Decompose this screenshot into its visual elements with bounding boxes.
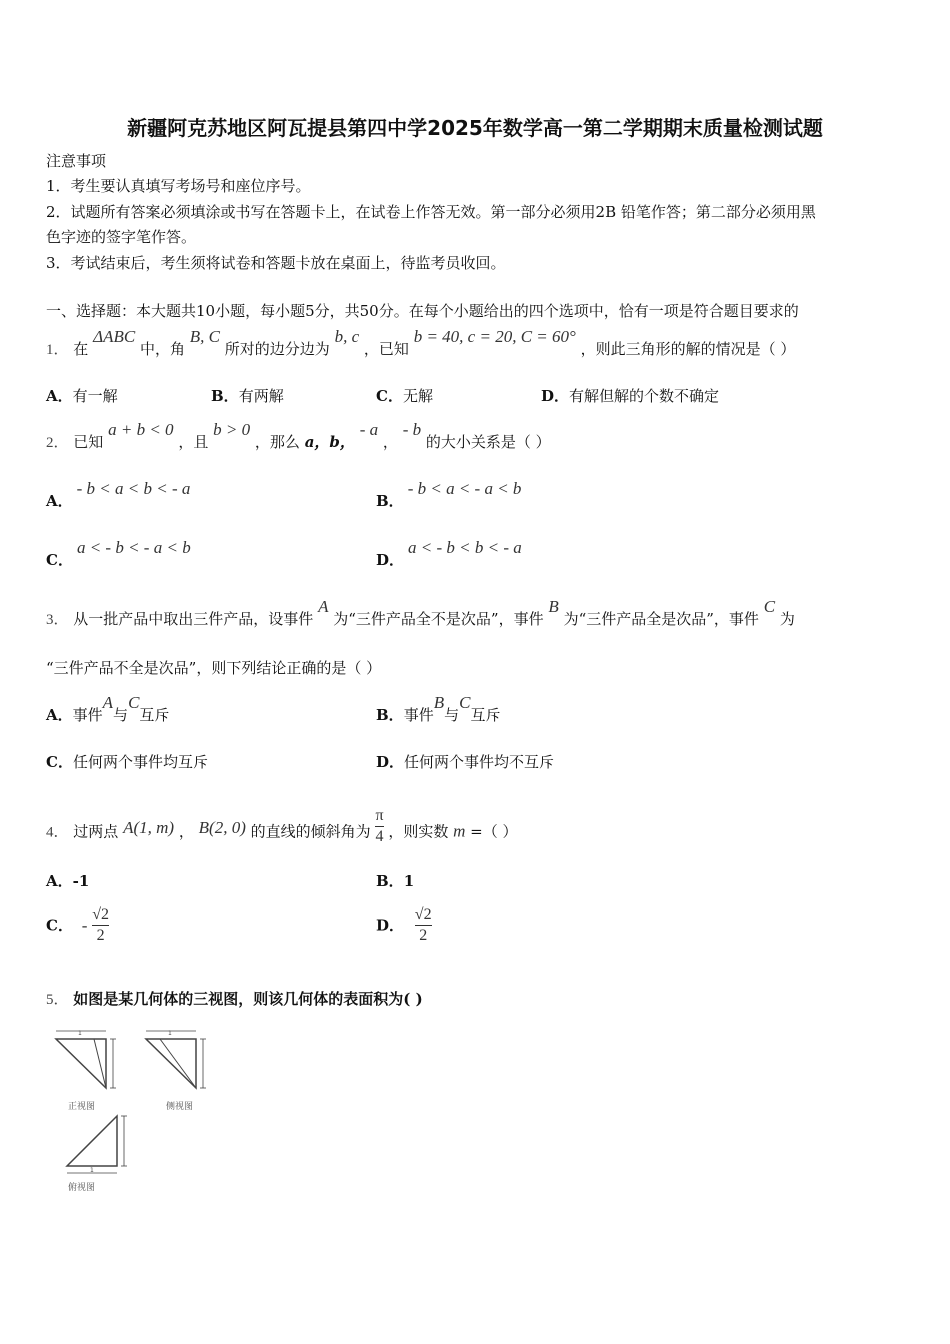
question-number: 4． (46, 824, 69, 841)
notice-item-2-cont: 色字迹的签字笔作答。 (46, 228, 197, 246)
question-number: 3． (46, 612, 69, 628)
q3-text-cont: “三件产品不全是次品”，则下列结论正确的是（ ） (46, 659, 382, 677)
q4-var-m: m (453, 821, 466, 841)
q2-math-2: b > 0 (213, 420, 251, 439)
top-view-label: 俯视图 (68, 1183, 96, 1193)
q3-text-3: 为“三件产品全是次品”，事件 (563, 610, 759, 628)
q2-math-1: a + b < 0 (108, 420, 174, 439)
question-3 (46, 597, 795, 630)
question-4 (46, 807, 518, 853)
q4-option-a[interactable]: A．-1 (46, 872, 90, 890)
q2-math-neg-a: - a (359, 420, 379, 439)
q3-text-4: 为 (779, 610, 795, 628)
q1-math-given: b = 40, c = 20, C = 60° (413, 327, 576, 346)
q4-comma: ， (178, 822, 194, 841)
notice-item-3: 3．考试结束后，考生须将试卷和答题卡放在桌面上，待监考员收回。 (46, 254, 506, 272)
front-view (56, 1030, 116, 1088)
q3-text-1: 从一批产品中取出三件产品，设事件 (73, 610, 314, 628)
question-1 (46, 327, 796, 360)
q1-option-d[interactable]: D．有解但解的个数不确定 (541, 387, 720, 405)
question-number: 1． (46, 342, 69, 358)
q4-text-1: 过两点 (73, 822, 119, 841)
q1-text-3: 所对的边分边为 (224, 340, 330, 358)
q1-text-5: ，则此三角形的解的情况是（ ） (580, 340, 796, 358)
q5-text: 如图是某几何体的三视图，则该几何体的表面积为( ) (73, 990, 423, 1008)
section-heading: 一、选择题：本大题共10小题，每小题5分，共50分。在每个小题给出的四个选项中，恰有一项是符合题目要求的 (46, 302, 799, 320)
q3-math-a: A (318, 597, 329, 616)
front-view-label: 正视图 (68, 1102, 96, 1112)
q4-option-d[interactable]: D． $\frac{√2}{2}$ (376, 906, 432, 944)
q2-text-1: 已知 (73, 433, 104, 451)
svg-text:1: 1 (78, 1030, 82, 1037)
question-number: 5． (46, 992, 69, 1008)
svg-text:1: 1 (168, 1030, 172, 1037)
question-number: 2． (46, 435, 69, 451)
three-view-figure (50, 1025, 220, 1195)
q3-option-b[interactable]: B．事件B与C互斥 (376, 693, 501, 724)
svg-text:1: 1 (90, 1167, 94, 1174)
q1-math-angles: B, C (189, 327, 220, 346)
q2-text-3: ，那么 (254, 433, 300, 451)
top-view (67, 1116, 127, 1174)
q4-text-5: =（ ） (470, 822, 518, 841)
q2-option-c[interactable]: C．a < - b < - a < b (46, 538, 191, 569)
question-5 (46, 989, 423, 1010)
notice-heading: 注意事项 (46, 152, 107, 170)
q4-option-c[interactable]: C． - $\frac{√2}{2}$ (46, 906, 109, 944)
q4-text-3: 的直线的倾斜角为 (250, 822, 371, 841)
side-view-label: 侧视图 (166, 1102, 194, 1112)
q3-math-c: C (763, 597, 776, 616)
q4-text-4: ，则实数 (388, 822, 449, 841)
q4-option-b[interactable]: B．1 (376, 872, 415, 890)
q1-option-b[interactable]: B．有两解 (211, 387, 284, 405)
q1-text-2: 中，角 (139, 340, 185, 358)
q2-option-a[interactable]: A．- b < a < b < - a (46, 479, 191, 510)
q1-text-1: 在 (73, 340, 89, 358)
q2-vars: a，b， (304, 433, 355, 451)
q1-math-triangle: ΔABC (93, 327, 136, 346)
q1-option-c[interactable]: C．无解 (376, 387, 433, 405)
q1-text-4: ，已知 (363, 340, 409, 358)
q4-point-b: B(2, 0) (198, 817, 246, 837)
q2-math-neg-b: - b (402, 420, 422, 439)
q2-text-2: ，且 (178, 433, 209, 451)
q2-option-d[interactable]: D．a < - b < b < - a (376, 538, 522, 569)
q3-math-b: B (548, 597, 559, 616)
page-title: 新疆阿克苏地区阿瓦提县第四中学2025年数学高一第二学期期末质量检测试题 (127, 116, 823, 140)
notice-item-2: 2．试题所有答案必须填涂或书写在答题卡上，在试卷上作答无效。第一部分必须用2B 铅笔作答；第二部分必须用黑 (46, 203, 816, 221)
q2-option-b[interactable]: B．- b < a < - a < b (376, 479, 522, 510)
q2-text-5: 的大小关系是（ ） (425, 433, 551, 451)
q3-option-a[interactable]: A．事件A与C互斥 (46, 693, 170, 724)
q4-point-a: A(1, m) (123, 817, 175, 837)
question-2 (46, 420, 551, 453)
q3-text-2: 为“三件产品全不是次品”，事件 (333, 610, 544, 628)
q3-option-c[interactable]: C．任何两个事件均互斥 (46, 753, 208, 771)
q2-comma: ， (382, 433, 398, 451)
q3-option-d[interactable]: D．任何两个事件均不互斥 (376, 753, 555, 771)
q1-math-sides: b, c (334, 327, 360, 346)
q4-fraction-pi-4: $\frac{\pi}{4}$ (375, 807, 384, 845)
side-view (146, 1030, 206, 1088)
q1-option-a[interactable]: A．有一解 (46, 387, 118, 405)
notice-item-1: 1．考生要认真填写考场号和座位序号。 (46, 177, 311, 195)
